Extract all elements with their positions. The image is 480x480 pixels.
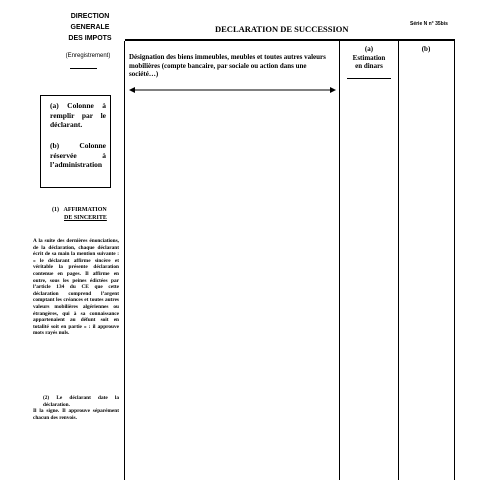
table-border-right — [454, 41, 455, 480]
registration-label: (Enregistrement) — [65, 53, 111, 59]
signature-note-first: (2) Le déclarant date la déclaration. — [43, 395, 119, 408]
form-series-number: Série N n° 35bis — [410, 21, 448, 27]
instruction-column-a: (a) Colonne à remplir par le déclarant. — [50, 101, 106, 129]
instruction-column-b: (b) Colonne réservée à l’administration — [50, 141, 106, 169]
table-divider-b — [398, 41, 399, 480]
affirmation-title-line1: AFFIRMATION — [63, 207, 107, 213]
registration-divider — [70, 68, 97, 69]
double-arrow-icon — [129, 86, 336, 94]
column-a-line2: en dinars — [355, 62, 383, 70]
instruction-box — [40, 95, 111, 188]
signature-note-rest: Il la signe. Il approuve séparément chacun des renvois. — [33, 408, 119, 421]
column-header-designation: Désignation des biens immeubles, meubles et toutes autres valeurs mobilières (compte bancaire, par sociale ou action dans une société…) — [129, 53, 326, 78]
affirmation-heading — [52, 206, 107, 222]
affirmation-text: A la suite des dernières énonciations, de la déclaration, chaque déclarant écrit de sa main la mention suivante : « le déclarant affirme sincère et véritable la présente déclaration contenue en pages. Il affirme en outre, sous les peines édictées par l’article 134 du CE que cette déclaration comprend l’argent comptant les créances et toutes autres valeurs mobilières algériennes ou étrangères, qui à sa connaissance appartenaient au défunt soit en totalité soit en partie » : il approuve mots rayés nuls. — [33, 238, 119, 337]
org-line-2: GENERALE — [70, 24, 110, 31]
org-line-3: DES IMPOTS — [68, 35, 112, 42]
org-line-1: DIRECTION — [70, 13, 110, 20]
table-border-left — [124, 41, 125, 480]
column-header-estimation — [341, 45, 397, 71]
column-header-administration: (b) — [421, 45, 431, 53]
column-a-divider — [347, 78, 391, 79]
affirmation-title-line2: DE SINCERITE — [64, 215, 107, 221]
page-title: DECLARATION DE SUCCESSION — [215, 24, 349, 34]
column-a-line1: Estimation — [352, 53, 386, 62]
signature-note — [33, 395, 119, 421]
column-a-letter: (a) — [364, 45, 374, 53]
affirmation-number: (1) — [52, 207, 59, 213]
table-divider-a — [339, 41, 340, 480]
table-top-border — [125, 39, 455, 41]
